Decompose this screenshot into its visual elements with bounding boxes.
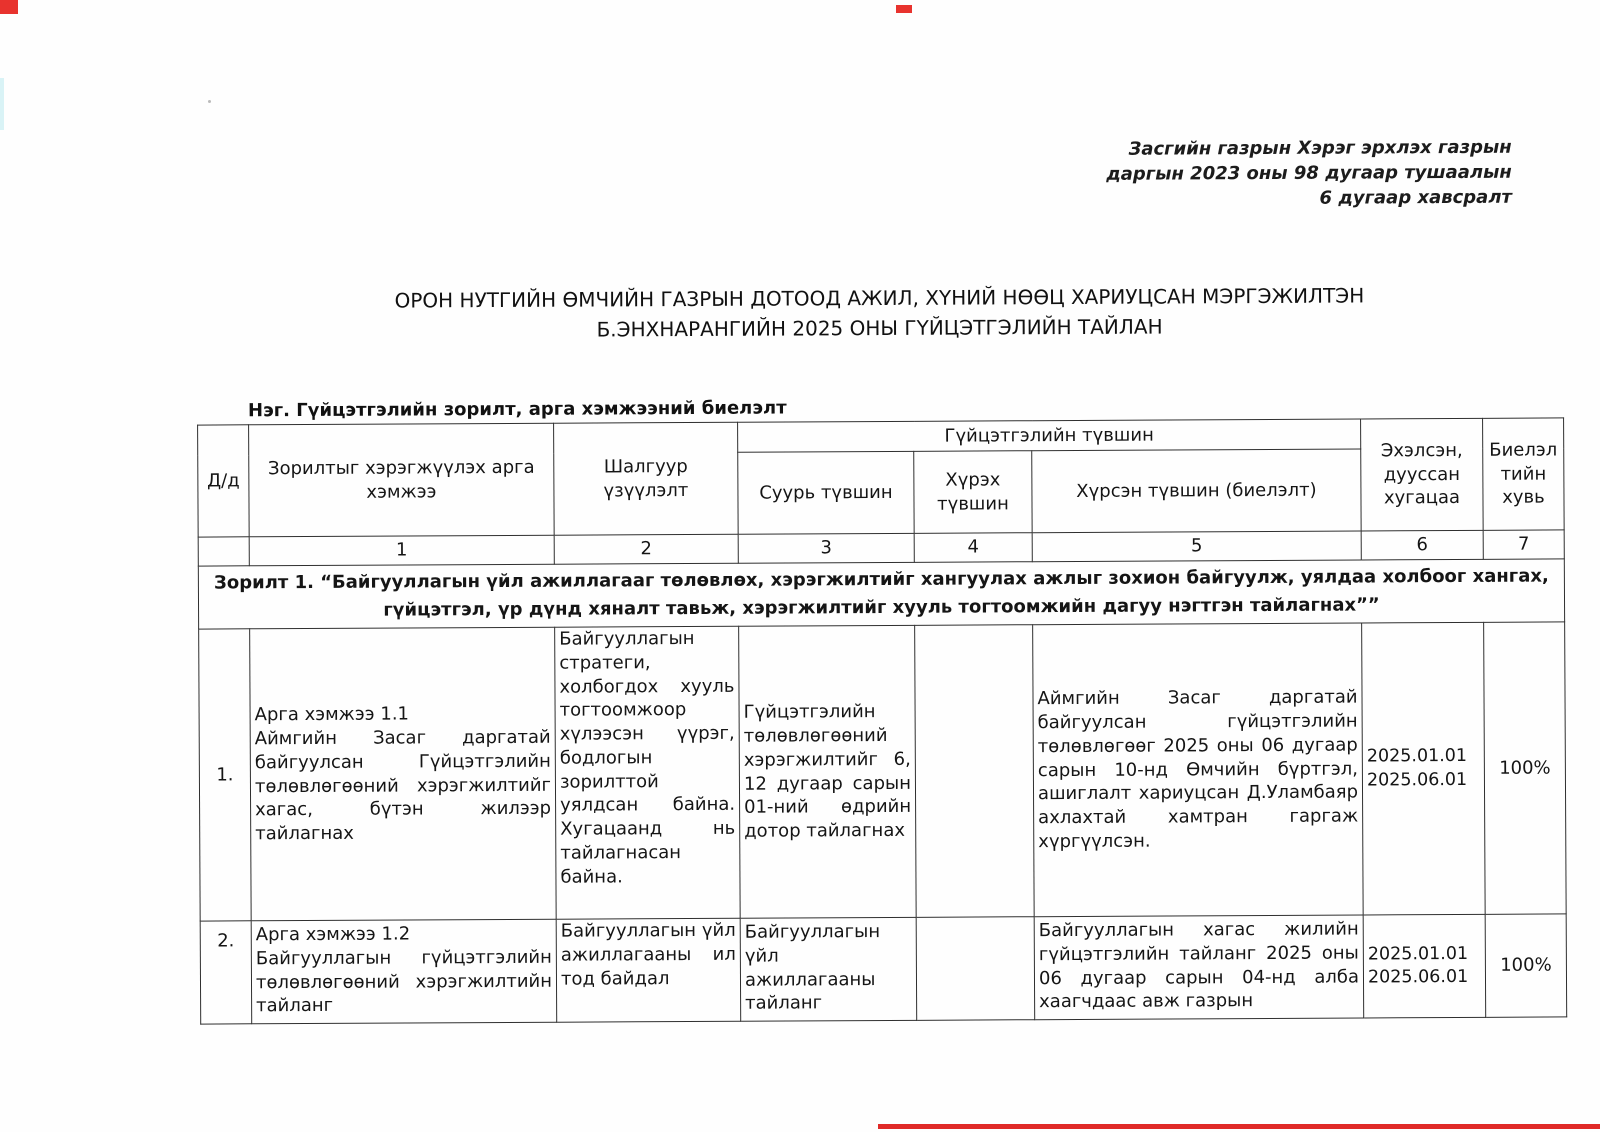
cell-target [915,625,1035,918]
document-title [196,279,1562,346]
col-header-dd: Д/д [198,425,250,537]
goal-row [198,559,1564,629]
col-header-baseline: Суурь түвшин [738,451,914,534]
column-number-7: 7 [1483,530,1564,559]
scan-artifact-red-line [878,1124,1600,1129]
col-header-level-group: Гүйцэтгэлийн түвшин [738,419,1361,452]
col-header-measure: Зорилтыг хэрэгжүүлэх арга хэмжээ [249,423,555,537]
scan-artifact-red-corner [0,0,18,14]
table-row [199,622,1567,921]
column-number-6: 6 [1361,530,1483,560]
header-note-line-1: Засгийн газрын Хэрэг эрхлэх газрын [1128,136,1512,160]
col-header-target: Хүрэх түвшин [914,451,1032,534]
cell-period: 2025.01.01 2025.06.01 [1363,914,1486,1018]
cell-indicator: Байгууллагын үйл ажиллагааны ил тод байдал [556,918,741,1022]
col-header-percent: Биелэл тийн хувь [1483,418,1565,530]
cell-baseline: Байгууллагын үйл ажиллагааны тайланг [740,917,917,1021]
header-note [196,134,1562,216]
header-note-line-3: 6 дугаар хавсралт [1319,186,1512,209]
column-number-5: 5 [1032,531,1361,562]
document-title-line-2: Б.ЭНХНАРАНГИЙН 2025 ОНЫ ГҮЙЦЭТГЭЛИЙН ТАЙЛАН [596,314,1163,342]
col-header-indicator: Шалгуур үзүүлэлт [554,422,739,535]
col-header-achieved: Хүрсэн түвшин (биелэлт) [1032,449,1361,533]
cell-target [916,917,1035,1021]
header-note-line-2: даргын 2023 оны 98 дугаар тушаалын [1106,161,1512,185]
cell-measure: Арга хэмжээ 1.1 Аймгийн Засаг даргатай байгуулсан Гүйцэтгэлийн төлөвлөгөөний хэрэгжилтийг хагас, бүтэн жилээр тайлагнах [250,627,557,921]
column-number-dd [198,537,249,566]
goal-text: Зорилт 1. “Байгууллагын үйл ажиллагааг төлөвлөх, хэрэгжилтийг хангуулах ажлыг зохион байгуулж, уялдаа холбоог хангах, гүйцэтгэл, үр дүнд хяналт тавьж, хэрэгжилтийг хууль тогтоомжийн дагуу нэгтгэн тайлагнах”” [198,559,1564,629]
cell-achieved: Байгууллагын хагас жилийн гүйцэтгэлийн тайланг 2025 оны 06 дугаар сарын 04-нд алба хаагчдаас авж газрын [1034,915,1364,1020]
document-content [195,0,1566,1025]
report-table [197,417,1567,1024]
cell-achieved: Аймгийн Засаг даргатай байгуулсан гүйцэтгэлийн төлөвлөгөөг 2025 оны 06 дугаар сарын 10-нд Өмчийн бүртгэл, ашиглалт хариуцсан Д.Уламбаяр ахлахтай хамтран гаргаж хүргүүлсэн. [1033,623,1364,917]
cell-percent: 100% [1485,914,1567,1017]
table-row [200,914,1567,1024]
cell-number: 2. [200,921,252,1024]
column-number-4: 4 [914,533,1032,563]
column-number-2: 2 [554,534,738,564]
column-number-1: 1 [249,535,554,566]
section-heading: Нэг. Гүйцэтгэлийн зорилт, арга хэмжээний биелэлт [247,397,787,422]
cell-baseline: Гүйцэтгэлийн төлөвлөгөөний хэрэгжилтийг 6, 12 дугаар сарын 01-ний өдрийн дотор тайлагнах [739,625,917,918]
col-header-period: Эхэлсэн, дууссан хугацаа [1361,418,1484,531]
cell-percent: 100% [1484,622,1567,914]
scan-artifact-cyan-edge [0,78,4,130]
cell-measure: Арга хэмжээ 1.2 Байгууллагын гүйцэтгэлийн төлөвлөгөөний хэрэгжилтийн тайланг [251,919,557,1024]
document-title-line-1: ОРОН НУТГИЙН ӨМЧИЙН ГАЗРЫН ДОТООД АЖИЛ, ХҮНИЙ НӨӨЦ ХАРИУЦСАН МЭРГЭЖИЛТЭН [394,283,1365,313]
column-number-3: 3 [738,533,914,563]
cell-indicator: Байгууллагын стратеги, холбогдох хууль тогтоомжоор хүлээсэн үүрэг, бодлогын зорилттой уялдсан байна. Хугацаанд нь тайлагнасан байна. [555,626,741,919]
cell-period: 2025.01.01 2025.06.01 [1362,622,1486,915]
cell-number: 1. [199,629,252,921]
